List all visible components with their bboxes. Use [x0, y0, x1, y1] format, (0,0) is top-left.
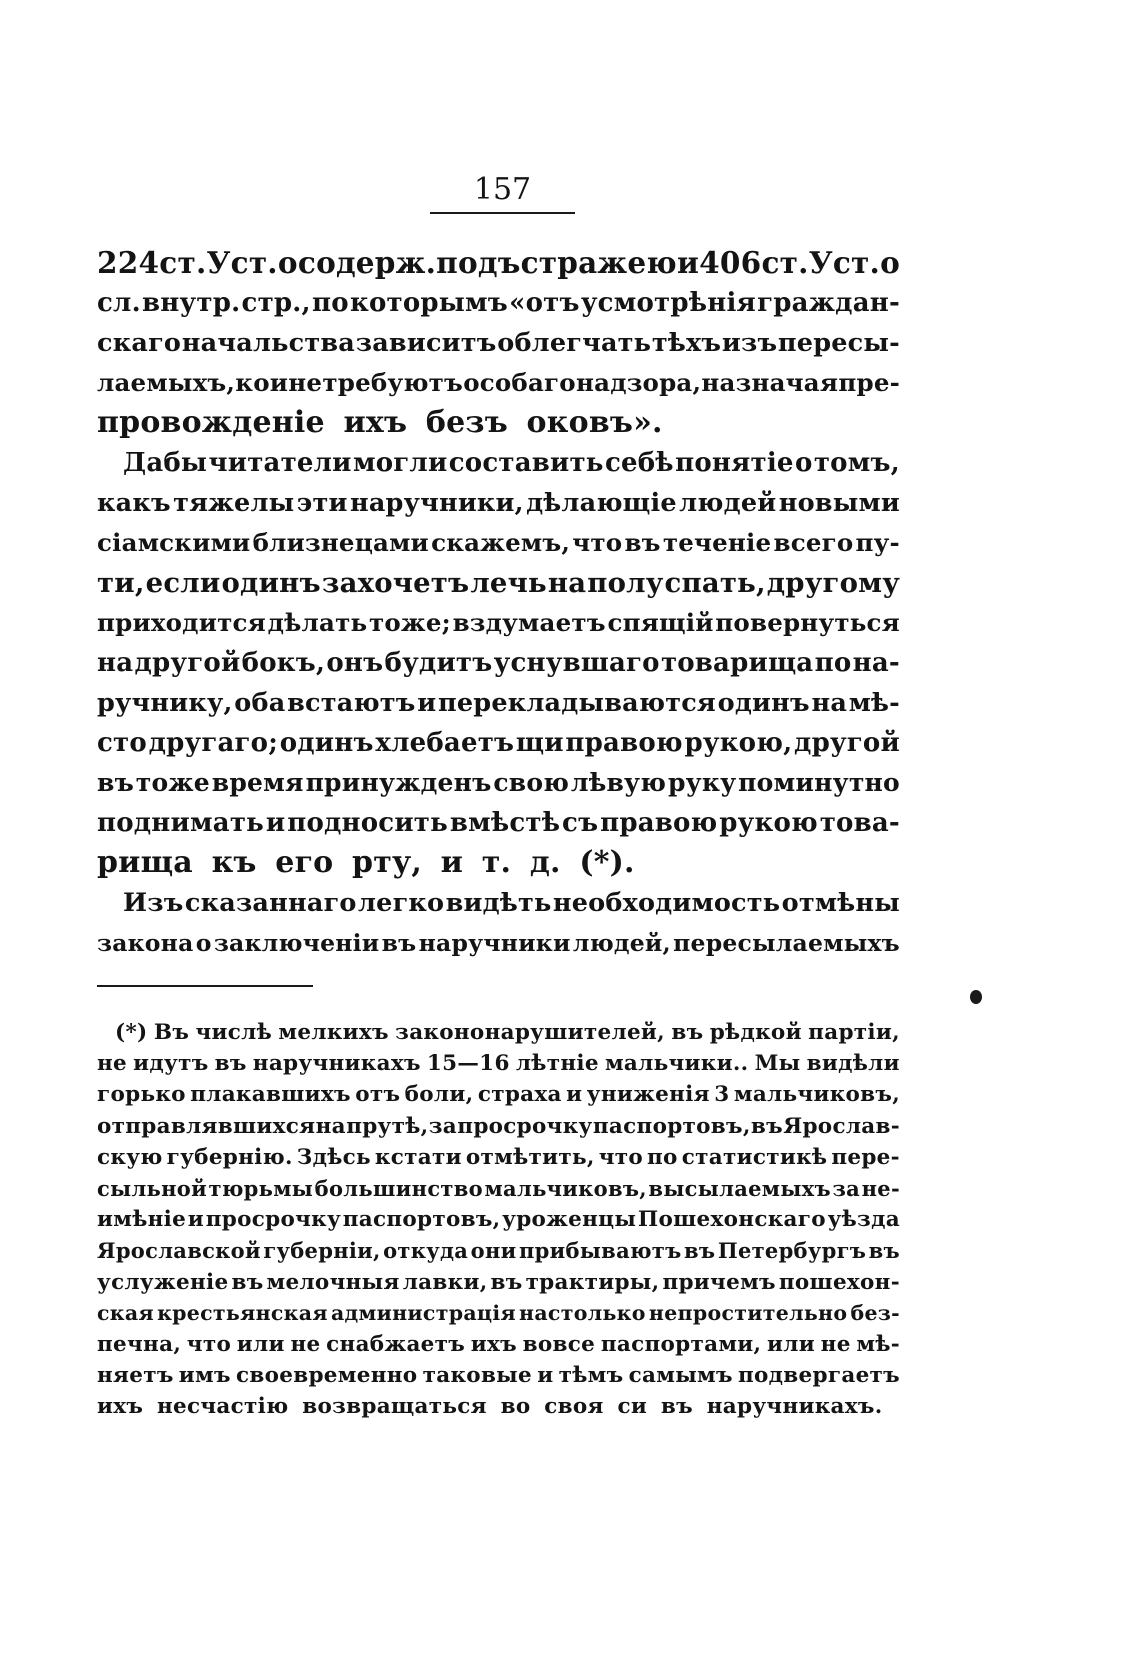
word: отъ [355, 1082, 401, 1108]
word: страха [477, 1082, 562, 1108]
footnote-line [97, 1017, 900, 1048]
word: мѣ- [848, 688, 900, 718]
word: изъ [721, 328, 778, 358]
word: Мы [754, 1051, 801, 1077]
word: на [315, 1113, 346, 1139]
footnote-line [97, 1111, 900, 1142]
text-line [97, 603, 900, 643]
word: губернію. [166, 1144, 293, 1170]
word: отмѣны [781, 888, 900, 918]
footnote-line [97, 1173, 900, 1204]
word: принужденъ [305, 768, 492, 797]
word: и [676, 245, 700, 280]
word: эти [296, 488, 348, 518]
word: мѣ- [856, 1331, 900, 1357]
word: причемъ [662, 1269, 776, 1295]
word: за [832, 1175, 861, 1201]
word: или [767, 1331, 815, 1357]
word: что [598, 1144, 644, 1170]
footnote-line [97, 1235, 900, 1266]
word: назначая [701, 368, 839, 397]
word: понятіе [675, 448, 794, 478]
word: просрочку [205, 1207, 342, 1233]
word: няетъ [97, 1363, 174, 1389]
word: без- [850, 1300, 900, 1325]
word: уснувшаго [493, 648, 660, 678]
word: близнецами [252, 528, 429, 557]
word: това- [819, 808, 900, 838]
word: другой [794, 728, 900, 758]
text-line [97, 723, 900, 763]
word: паспортовъ, [592, 1113, 751, 1139]
word: пошехон- [778, 1269, 900, 1295]
word: Уст. [206, 245, 278, 280]
word: и [537, 1363, 554, 1389]
word: на [547, 567, 587, 599]
word: пересылаемыхъ [673, 929, 900, 957]
footnote-line [97, 1142, 900, 1173]
word: таковые [422, 1363, 533, 1389]
word: зависитъ [355, 328, 497, 358]
word: съ [562, 808, 599, 838]
word: составить [448, 448, 604, 478]
word: скаго [97, 328, 182, 358]
word: въ [97, 768, 134, 797]
word: дѣлать [267, 608, 368, 637]
word: губерніи, [263, 1238, 381, 1264]
footnote-rule [97, 985, 313, 987]
text-line [97, 483, 900, 523]
word: просрочку [457, 1113, 593, 1139]
word: надзора, [575, 368, 702, 397]
word: поднимать [97, 808, 265, 838]
word: и [566, 1082, 583, 1108]
word: вмѣстѣ [449, 808, 561, 838]
word: усмотрѣнія [580, 288, 756, 318]
word: рукою, [684, 728, 793, 758]
word: за [428, 1113, 457, 1139]
word: идутъ [133, 1051, 209, 1077]
word: не [97, 1051, 128, 1077]
word: что [186, 1331, 232, 1357]
word: пу- [855, 528, 900, 557]
word: числѣ [195, 1020, 273, 1045]
word: что [572, 528, 623, 557]
word: высылаемыхъ [648, 1175, 831, 1201]
word: сыльной [97, 1175, 207, 1201]
word: въ [750, 1113, 783, 1139]
word: тяжелы [173, 488, 295, 518]
word: непростительно [648, 1300, 848, 1325]
word: другаго; [148, 728, 279, 758]
word: приходится [97, 608, 266, 637]
word: тюрьмы [208, 1175, 314, 1201]
word: не- [861, 1175, 900, 1201]
word: въ [214, 1051, 247, 1077]
word: людей, [572, 929, 671, 957]
word: ихъ [470, 1331, 517, 1357]
word: мальчики.. [604, 1051, 749, 1077]
word: тоже [135, 768, 210, 797]
footnote-line [97, 1360, 900, 1391]
word: тѣхъ [651, 328, 722, 358]
word: плакавшихъ [190, 1082, 351, 1108]
word: пре- [838, 368, 900, 397]
word: дѣлающіе [526, 488, 677, 518]
word: лѣвую [570, 768, 667, 797]
word: ручнику, [97, 688, 233, 718]
word: другой [134, 648, 241, 678]
word: всего [773, 528, 854, 557]
word: мальчиковъ, [733, 1082, 900, 1108]
word: особаго [463, 368, 576, 397]
word: о [794, 448, 813, 478]
word: и [417, 688, 437, 718]
page-number-rule [430, 212, 575, 214]
word: уѣзда [827, 1207, 900, 1233]
word: откуда [383, 1238, 469, 1264]
word: видѣли [806, 1051, 900, 1077]
word: услуженіе [97, 1269, 229, 1295]
word: администрація [330, 1300, 516, 1325]
word: (*) [115, 1020, 148, 1045]
word: по [647, 1144, 678, 1170]
word: о [880, 245, 900, 280]
word: кои [235, 368, 289, 397]
word: сіамскими [97, 528, 251, 557]
footnote-line [97, 1204, 900, 1235]
word: 3 [714, 1082, 730, 1108]
word: заключеніи [213, 929, 380, 957]
word: на- [852, 648, 900, 678]
word: начальства [181, 328, 356, 358]
word: наручникахъ [252, 1051, 421, 1077]
text-line [97, 323, 900, 363]
word: будитъ [384, 648, 493, 678]
word: отмѣтить, [465, 1144, 595, 1170]
word: Дабы [123, 448, 208, 478]
word: читатели [208, 448, 352, 478]
text-line [97, 923, 900, 963]
word: тѣмъ [558, 1363, 624, 1389]
word: крестьянская [157, 1300, 328, 1325]
word: не [288, 368, 323, 397]
text-line [97, 443, 900, 483]
word: бокъ, [241, 648, 326, 678]
word: трактиры, [525, 1269, 660, 1295]
page-number: 157 [473, 172, 532, 207]
word: 15—16 [426, 1051, 510, 1077]
word: лавки, [402, 1269, 488, 1295]
word: уроженцы [502, 1207, 637, 1233]
text-line [97, 683, 900, 723]
word: пересы- [777, 328, 900, 358]
word: мелкихъ [278, 1020, 389, 1045]
word: закононарушителей, [395, 1020, 665, 1045]
word: не [290, 1331, 321, 1357]
word: сказаннаго [184, 888, 357, 918]
word: прибываютъ [518, 1238, 682, 1264]
word: одинъ [279, 728, 374, 758]
word: ст. [761, 245, 809, 280]
word: поминутно [738, 768, 900, 797]
word: горько [97, 1082, 186, 1108]
word: рѣдкой [709, 1020, 802, 1045]
word: наручники, [349, 488, 524, 518]
word: вздумаетъ [452, 608, 606, 637]
word: мальчиковъ, [484, 1175, 647, 1201]
word: имѣніе [97, 1207, 187, 1233]
text-line: провожденіе ихъ безъ оковъ». [97, 405, 663, 440]
word: снабжаетъ [326, 1331, 466, 1357]
word: по [312, 288, 349, 318]
word: тоже; [368, 608, 451, 637]
word: Ярославской [97, 1238, 261, 1264]
word: требуютъ [322, 368, 464, 397]
word: или [236, 1331, 285, 1357]
word: отправлявшихся [97, 1113, 316, 1139]
word: полу [587, 567, 664, 599]
word: лечь [470, 567, 547, 599]
word: захочетъ [321, 567, 470, 599]
word: хлебаетъ [375, 728, 515, 758]
word: большинство [314, 1175, 483, 1201]
word: въ [624, 528, 661, 557]
word: которымъ [350, 288, 508, 318]
word: паспортами, [600, 1331, 762, 1357]
word: правою [600, 808, 718, 838]
word: сто [97, 728, 147, 758]
word: какъ [97, 488, 171, 518]
word: стражею [520, 245, 677, 280]
word: самымъ [628, 1363, 733, 1389]
word: статистикѣ [681, 1144, 828, 1170]
word: спать, [664, 567, 766, 599]
word: себѣ [604, 448, 674, 478]
text-line [97, 763, 900, 803]
text-line [97, 803, 900, 843]
word: партіи, [808, 1020, 900, 1045]
word: если [145, 567, 221, 599]
footnote-line [97, 1267, 900, 1298]
word: лаемыхъ, [97, 368, 236, 397]
word: и [265, 808, 286, 838]
word: имъ [178, 1363, 231, 1389]
word: товарища [660, 648, 814, 678]
word: закона [97, 929, 194, 957]
word: Здѣсь [296, 1144, 371, 1170]
word: перекладываются [438, 688, 716, 718]
word: другому [766, 567, 900, 599]
word: внутр. [142, 288, 241, 318]
word: ти, [97, 567, 145, 599]
text-line [97, 883, 900, 923]
word: ская [97, 1300, 154, 1325]
word: на [97, 648, 134, 678]
word: въ [490, 1269, 523, 1295]
word: Ярослав- [783, 1113, 900, 1139]
word: печна, [97, 1331, 182, 1357]
word: подвергаетъ [738, 1363, 900, 1389]
word: легко [358, 888, 445, 918]
word: повернуться [715, 608, 900, 637]
word: и [187, 1207, 205, 1233]
word: въ [684, 1238, 716, 1264]
word: въ [231, 1269, 264, 1295]
main-text [97, 243, 900, 963]
text-line: рища къ его рту, и т. д. (*). [97, 845, 635, 880]
word: по [814, 648, 852, 678]
word: могли [352, 448, 448, 478]
text-line [97, 643, 900, 683]
word: облегчать [497, 328, 652, 358]
word: свою [493, 768, 570, 797]
word: подносить [287, 808, 448, 838]
word: не [820, 1331, 851, 1357]
word: въ [868, 1238, 900, 1264]
text-line [97, 243, 900, 283]
footnote-line: ихъ несчастію возвращаться во своя си въ наручникахъ. [97, 1394, 883, 1420]
word: правою [565, 728, 683, 758]
word: людей [679, 488, 777, 518]
word: спящій [607, 608, 714, 637]
word: новыми [778, 488, 900, 518]
word: стр., [241, 288, 311, 318]
word: лѣтніе [515, 1051, 599, 1077]
word: о [277, 245, 298, 280]
text-line [97, 563, 900, 603]
word: томъ, [813, 448, 900, 478]
word: наручники [418, 929, 571, 957]
word: время [211, 768, 304, 797]
word: руку [667, 768, 737, 797]
word: рукою [719, 808, 818, 838]
word: въ [381, 929, 417, 957]
word: одинъ [221, 567, 321, 599]
word: необходимость [552, 888, 781, 918]
text-line [97, 363, 900, 403]
word: 406 [699, 245, 762, 280]
word: содерж. [297, 245, 437, 280]
word: онъ [326, 648, 384, 678]
word: одинъ [717, 688, 810, 718]
footnote-line [97, 1329, 900, 1360]
footnote-line [97, 1079, 900, 1110]
word: они [470, 1238, 517, 1264]
word: видѣть [445, 888, 552, 918]
word: встаютъ [287, 688, 416, 718]
word: щи [515, 728, 564, 758]
word: скажемъ, [431, 528, 571, 557]
word: пере- [831, 1144, 900, 1170]
word: скую [97, 1144, 163, 1170]
word: своевременно [235, 1363, 418, 1389]
word: униженія [586, 1082, 710, 1108]
word: боли, [404, 1082, 474, 1108]
word: паспортовъ, [342, 1207, 501, 1233]
word: ст. [159, 245, 207, 280]
word: кстати [374, 1144, 462, 1170]
text-line [97, 283, 900, 323]
word: настолько [519, 1300, 646, 1325]
word: вовсе [522, 1331, 596, 1357]
footnote-line [97, 1048, 900, 1079]
footnote [97, 1017, 900, 1422]
footnote-line [97, 1298, 900, 1329]
word: сл. [97, 288, 141, 318]
word: Петербургъ [717, 1238, 867, 1264]
ink-speck [970, 990, 982, 1004]
word: Уст. [808, 245, 880, 280]
word: теченіе [662, 528, 772, 557]
word: въ [671, 1020, 704, 1045]
word: на [811, 688, 848, 718]
word: о [195, 929, 212, 957]
word: Пошехонскаго [637, 1207, 826, 1233]
word: Въ [153, 1020, 190, 1045]
word: оба [234, 688, 286, 718]
word: 224 [97, 245, 160, 280]
word: мелочныя [266, 1269, 400, 1295]
word: подъ [436, 245, 521, 280]
text-line [97, 523, 900, 563]
word: граждан- [757, 288, 900, 318]
word: «отъ [509, 288, 580, 318]
word: прутѣ, [346, 1113, 429, 1139]
word: Изъ [123, 888, 184, 918]
